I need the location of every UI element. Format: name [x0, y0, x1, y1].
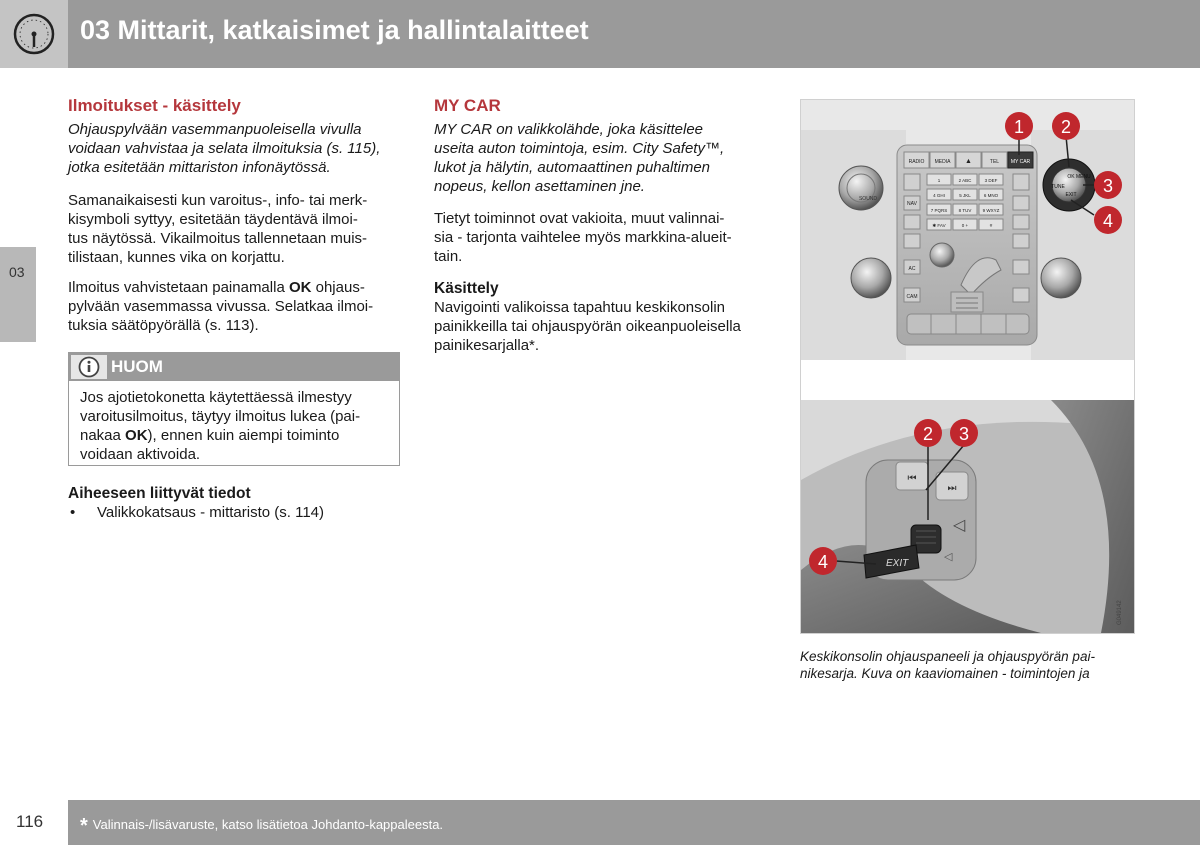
media-button-label: MEDIA: [934, 159, 951, 165]
mycar-paragraph-1: [434, 209, 779, 266]
footer-bar: [68, 800, 1200, 845]
chapter-tab: [0, 247, 36, 342]
note-box: [68, 352, 400, 466]
handling-title: Käsittely: [434, 280, 499, 297]
key-label: 3 DEF: [984, 178, 998, 183]
text-line: Navigointi valikoissa tapahtuu keskikonsolin: [434, 299, 725, 316]
text-line: tain.: [434, 248, 463, 265]
text-fragment: ), ennen kuin aiempi toiminto: [147, 427, 340, 444]
bullet: •: [70, 504, 76, 521]
intro-line: nopeus, kellon asettaminen jne.: [434, 178, 645, 195]
intro-line: MY CAR on valikkolähde, joka käsittelee: [434, 121, 704, 138]
footnote: [80, 815, 443, 838]
key-label: 1: [937, 178, 941, 183]
ac-label: AC: [908, 266, 916, 272]
key-label: 4 GHI: [933, 193, 945, 198]
text-line: sia - tarjonta vaihtelee myös markkina-alueit-: [434, 229, 732, 246]
sound-label: SOUND: [858, 196, 878, 202]
related-title: Aiheeseen liittyvät tiedot: [68, 485, 251, 502]
key-label: ✱ FAV: [932, 223, 946, 228]
notifications-intro: [68, 120, 403, 177]
ok-bold: OK: [125, 427, 148, 444]
gauge-icon-box: [0, 0, 68, 68]
exit-small-label: EXIT: [1065, 192, 1077, 198]
note-line: Jos ajotietokonetta käytettäessä ilmestyy: [80, 389, 352, 406]
svg-text:◁: ◁: [944, 551, 953, 563]
key-label: 7 PQRS: [930, 208, 948, 213]
related-link[interactable]: Valikkokatsaus - mittaristo (s. 114): [97, 504, 325, 521]
cam-label: CAM: [906, 294, 918, 300]
notifications-paragraph-1: [68, 191, 403, 267]
figure-illustration: [800, 99, 1135, 634]
text-line: Tietyt toiminnot ovat vakioita, muut valinnai-: [434, 210, 725, 227]
svg-text:⏮: ⏮: [907, 473, 917, 484]
tune-label: TUNE: [1051, 184, 1065, 190]
text-fragment: nakaa: [80, 427, 126, 444]
text-line: tilistaan, kunnes vika on korjattu.: [68, 249, 285, 266]
left-column: [68, 96, 403, 335]
footnote-text: Valinnais-/lisävaruste, katso lisätietoa Johdanto-kappaleesta.: [92, 817, 444, 832]
key-label: 8 TUV: [958, 208, 972, 213]
text-line: pylvään vasemmassa vivussa. Selatkaa ilmoi-: [68, 298, 374, 315]
figure-code: G049142: [1117, 600, 1123, 625]
section-title-notifications: Ilmoitukset - käsittely: [68, 96, 241, 115]
info-icon: [71, 355, 107, 379]
callout-4: 4: [1102, 211, 1114, 231]
note-body: [80, 388, 395, 464]
mycar-intro: [434, 120, 779, 196]
intro-line: Ohjauspylvään vasemmanpuoleisella vivulla: [68, 121, 362, 138]
related-section: [68, 484, 403, 522]
svg-text:◁: ◁: [953, 517, 966, 534]
text-line: tus näytössä. Vikailmoitus tallennetaan muis-: [68, 230, 368, 247]
radio-button-label: RADIO: [908, 159, 925, 165]
note-line: [80, 426, 395, 445]
section-title-mycar: MY CAR: [434, 96, 501, 115]
eject-button-label: ▲: [965, 158, 972, 165]
caption-line: nikesarja. Kuva on kaaviomainen - toimintojen ja: [800, 666, 1090, 681]
info-icon-box: [71, 355, 107, 379]
note-title: HUOM: [111, 357, 163, 376]
callout-3: 3: [1102, 176, 1114, 196]
intro-line: lukot ja hälytin, automaattinen puhaltimen: [434, 159, 711, 176]
note-header: [69, 353, 399, 381]
text-fragment: Ilmoitus vahvistetaan painamalla: [68, 279, 289, 296]
key-label: 5 JKL: [959, 193, 971, 198]
console-and-steering-illustration: [801, 100, 1134, 633]
text-line: painikesarjalla*.: [434, 337, 540, 354]
key-label: 6 MNO: [983, 193, 999, 198]
note-line: voidaan aktivoida.: [80, 446, 201, 463]
ok-bold: OK: [288, 279, 312, 296]
notifications-paragraph-2: [68, 278, 403, 335]
key-label: 9 WXYZ: [982, 208, 1000, 213]
tel-button-label: TEL: [989, 159, 1000, 165]
callout-2-bottom: 2: [922, 424, 934, 444]
console-top-buttons: [904, 152, 1033, 168]
mycar-button-label: MY CAR: [1010, 159, 1031, 165]
chapter-header: [0, 0, 1200, 68]
text-line: [68, 278, 403, 297]
svg-text:⏭: ⏭: [947, 483, 957, 494]
callout-3-bottom: 3: [958, 424, 970, 444]
text-line: Samanaikaisesti kun varoitus-, info- tai merk-: [68, 192, 368, 209]
ok-menu-label: OK MENU: [1067, 174, 1091, 180]
note-line: varoitusilmoitus, täytyy ilmoitus lukea (pai-: [80, 408, 361, 425]
nav-label: NAV: [907, 201, 917, 207]
page-number: 116: [16, 812, 44, 831]
text-line: kisymboli syttyy, esitetään täydentävä ilmoi-: [68, 211, 358, 228]
callout-4-bottom: 4: [817, 552, 829, 572]
callout-2: 2: [1060, 117, 1072, 137]
key-label: 0 +: [961, 223, 969, 228]
key-label: #: [989, 223, 993, 228]
caption-line: Keskikonsolin ohjauspaneeli ja ohjauspyörän pai-: [800, 649, 1095, 664]
related-item[interactable]: [68, 503, 403, 522]
callout-1: 1: [1013, 117, 1025, 137]
gauge-icon: [12, 12, 56, 56]
key-label: 2 ABC: [958, 178, 972, 183]
text-fragment: ohjaus-: [311, 279, 365, 296]
middle-column: [434, 96, 779, 355]
chapter-title: 03 Mittarit, katkaisimet ja hallintalaitteet: [80, 15, 589, 45]
intro-line: jotka esitetään mittariston infonäytössä.: [68, 159, 331, 176]
exit-button-label: EXIT: [886, 558, 909, 569]
mycar-paragraph-2: [434, 298, 779, 355]
text-line: tuksia säätöpyörällä (s. 113).: [68, 317, 259, 334]
intro-line: useita auton toimintoja, esim. City Safety™,: [434, 140, 725, 157]
figure-caption: [800, 648, 1135, 682]
chapter-number: 03: [9, 264, 25, 280]
footnote-star: *: [80, 815, 88, 837]
intro-line: voidaan vahvistaa ja selata ilmoituksia (s. 115),: [68, 140, 381, 157]
text-line: painikkeilla tai ohjauspyörän oikeanpuoleisella: [434, 318, 741, 335]
